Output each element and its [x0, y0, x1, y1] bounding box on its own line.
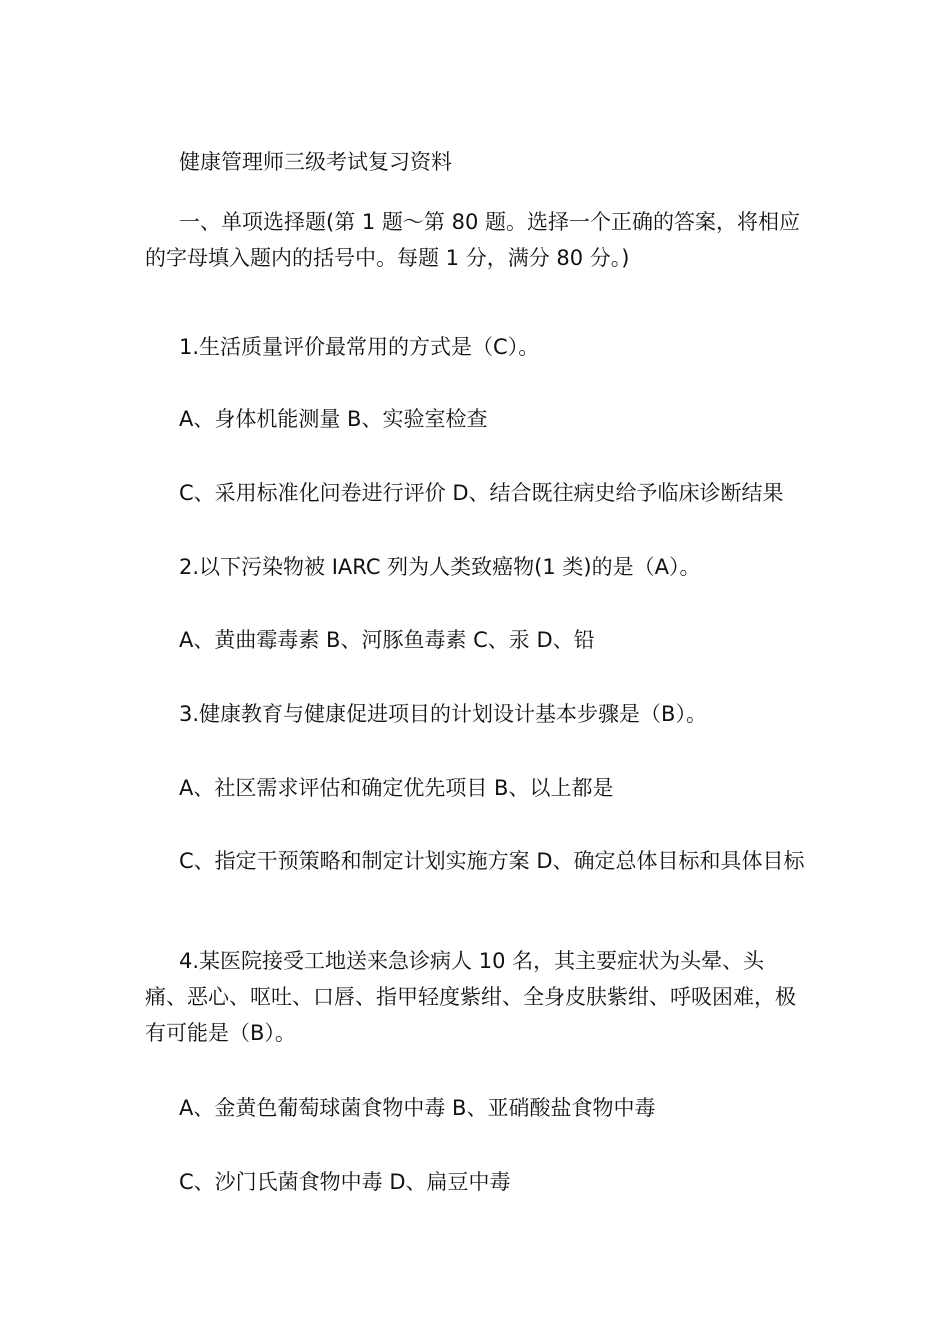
question-4-option-line-1: A、金黄色葡萄球菌食物中毒 B、亚硝酸盐食物中毒 [179, 1096, 656, 1120]
question-1-option-line-2: C、采用标准化问卷进行评价 D、结合既往病史给予临床诊断结果 [179, 481, 784, 505]
question-4-stem: 4.某医院接受工地送来急诊病人 10 名，其主要症状为头晕、头痛、恶心、呕吐、口唇、指甲轻度紫绀、全身皮肤紫绀、呼吸困难，极有可能是（B）。 [145, 949, 796, 1045]
section-heading: 一、单项选择题(第 1 题～第 80 题。选择一个正确的答案，将相应的字母填入题内的括号中。每题 1 分，满分 80 分。) [145, 210, 800, 270]
question-2-stem: 2.以下污染物被 IARC 列为人类致癌物(1 类)的是（A）。 [179, 555, 701, 579]
question-1-stem: 1.生活质量评价最常用的方式是（C）。 [179, 335, 540, 359]
question-3-option-line-2: C、指定干预策略和制定计划实施方案 D、确定总体目标和具体目标 [179, 849, 805, 873]
question-2-option-line-1: A、黄曲霉毒素 B、河豚鱼毒素 C、汞 D、铅 [179, 628, 595, 652]
question-3-option-line-1: A、社区需求评估和确定优先项目 B、以上都是 [179, 776, 614, 800]
document-title: 健康管理师三级考试复习资料 [179, 150, 452, 174]
question-1-option-line-1: A、身体机能测量 B、实验室检查 [179, 407, 488, 431]
question-4-option-line-2: C、沙门氏菌食物中毒 D、扁豆中毒 [179, 1170, 511, 1194]
question-3-stem: 3.健康教育与健康促进项目的计划设计基本步骤是（B）。 [179, 702, 707, 726]
